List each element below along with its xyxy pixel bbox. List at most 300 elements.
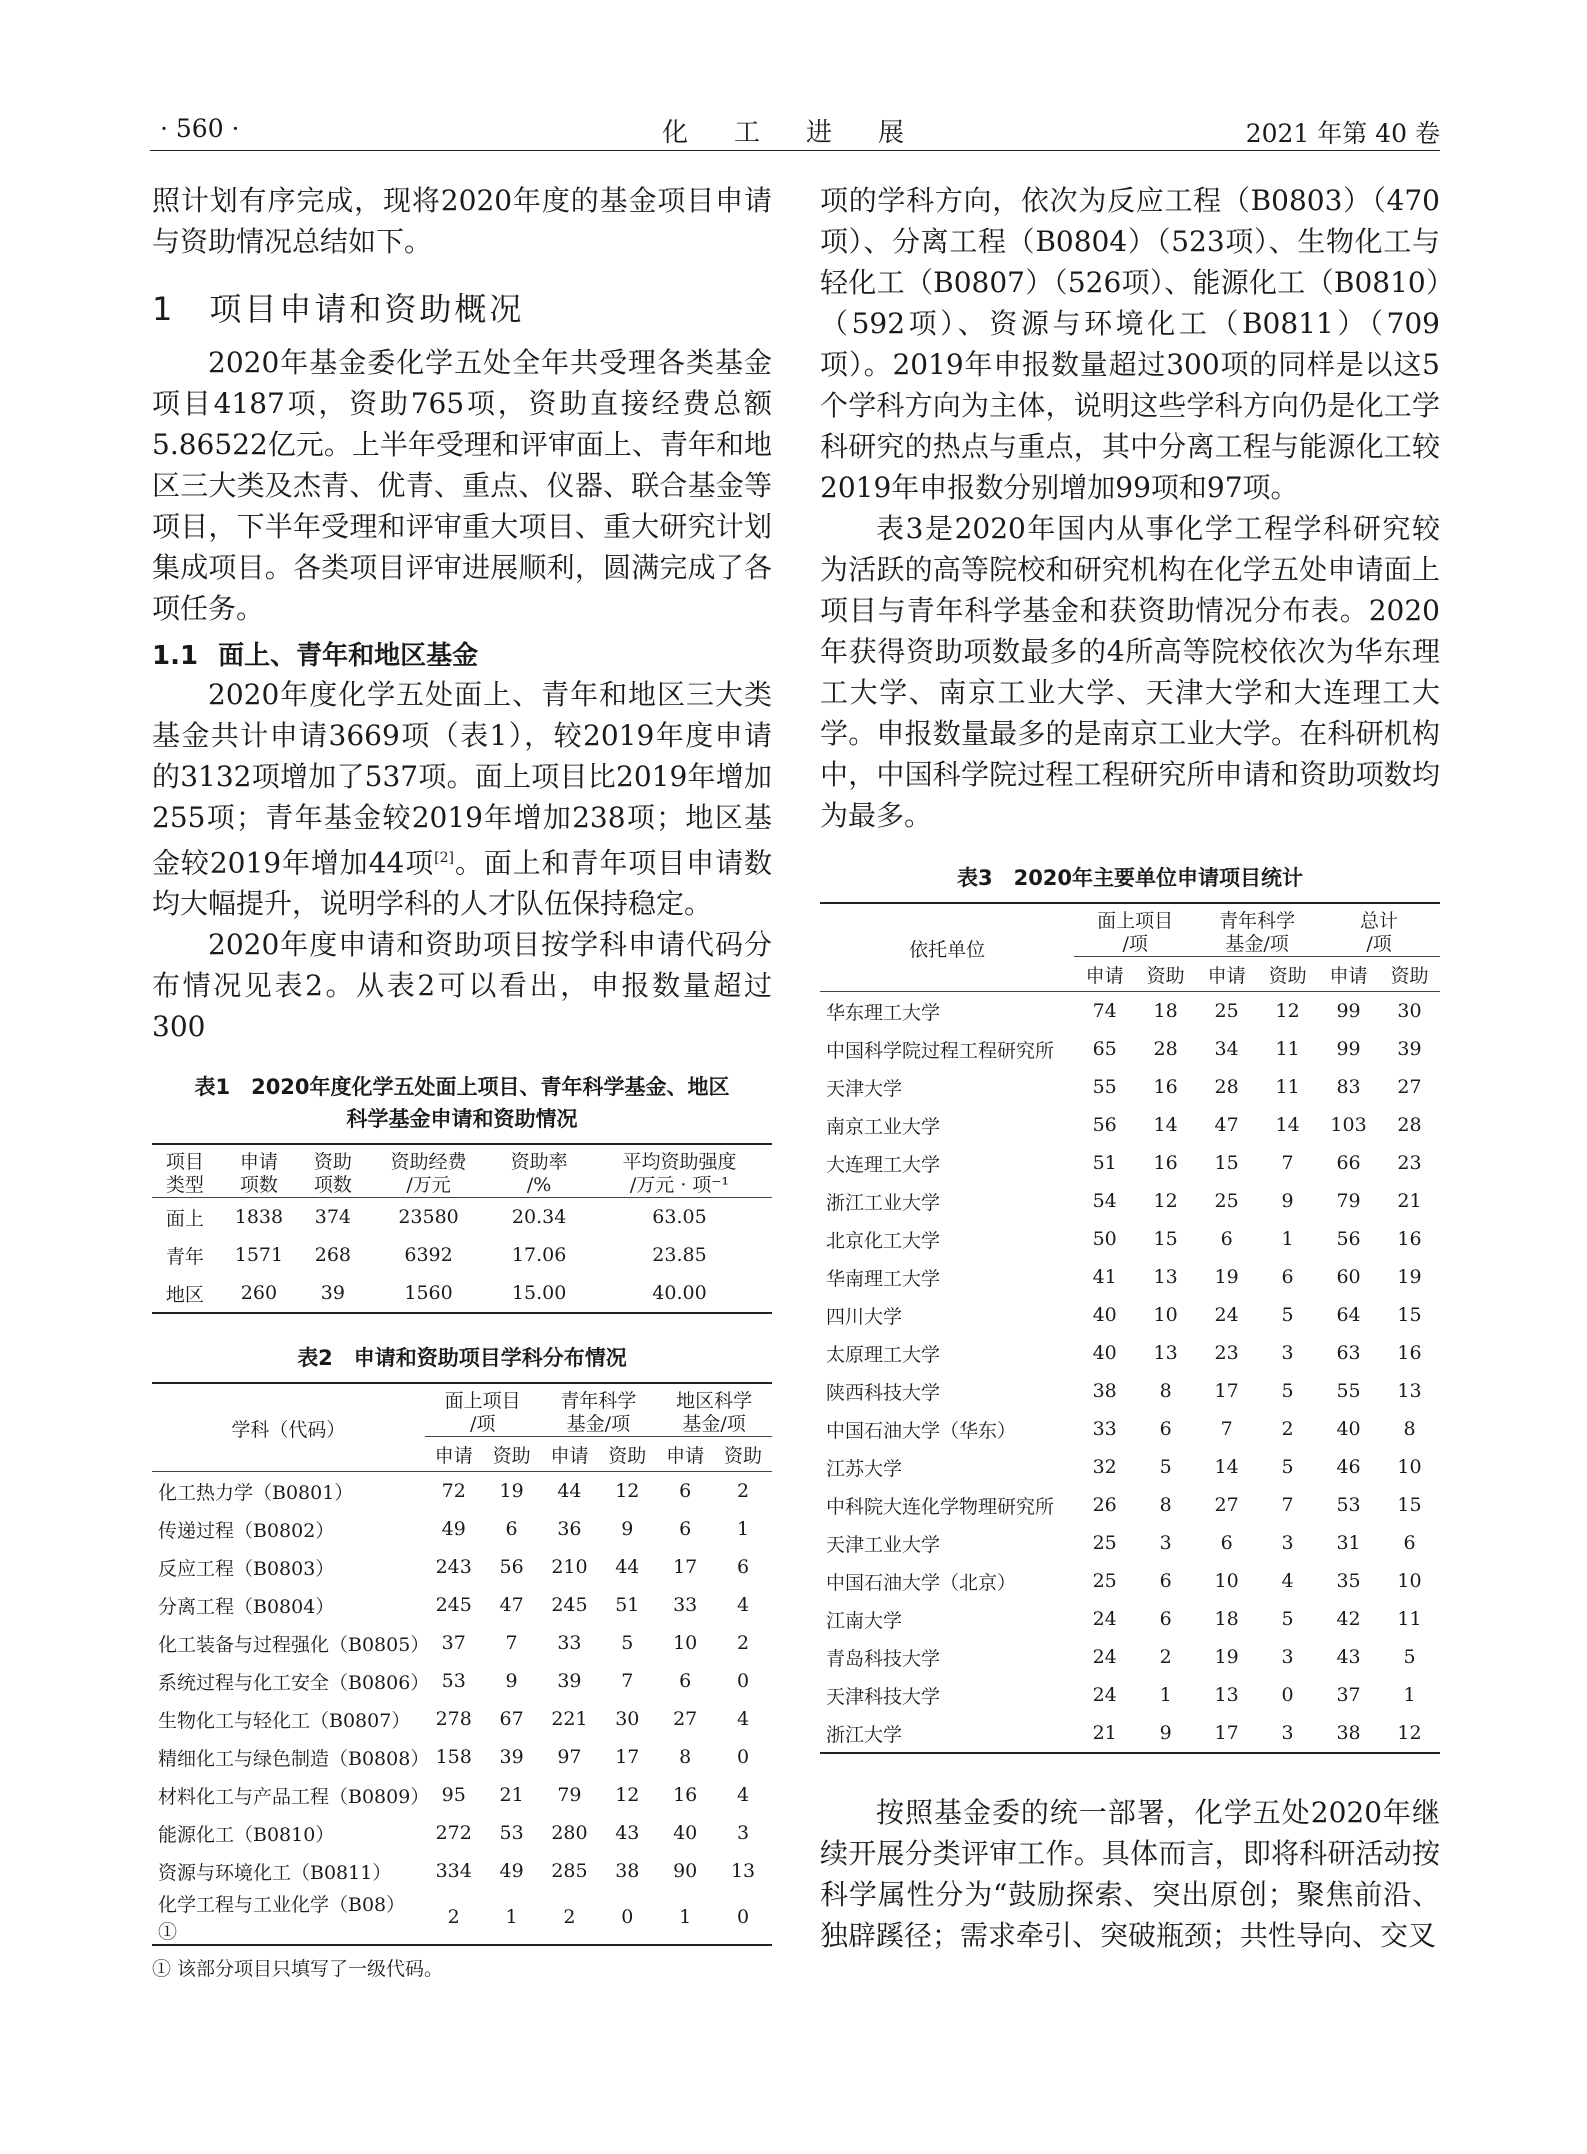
table-cell: 72 — [441, 1480, 466, 1503]
table-cell: 16 — [1153, 1076, 1178, 1098]
table-cell: 6 — [1403, 1532, 1416, 1554]
table-cell: 10 — [1397, 1456, 1422, 1478]
table-cell: 2 — [1281, 1418, 1294, 1440]
table-cell: 1 — [737, 1518, 750, 1541]
table-row — [152, 1890, 772, 1945]
table-cell: 3 — [1281, 1532, 1294, 1554]
table-cell: 374 — [314, 1206, 352, 1229]
table-cell: 245 — [435, 1594, 472, 1617]
table-cell: 19 — [1214, 1646, 1239, 1668]
table-cell: 40 — [1092, 1342, 1117, 1364]
journal-title: 化工进展 — [661, 118, 951, 148]
table-cell: 6 — [1220, 1532, 1233, 1554]
table-cell: 46 — [1336, 1456, 1361, 1478]
header-rule — [150, 150, 1440, 151]
table-cell: 55 — [1336, 1380, 1361, 1402]
table-cell: 40.00 — [652, 1282, 707, 1305]
table-cell: 12 — [1153, 1190, 1178, 1212]
table-row — [820, 1296, 1440, 1334]
table-cell: 36 — [557, 1518, 582, 1541]
table-row — [152, 1814, 772, 1852]
table-cell: 13 — [1397, 1380, 1422, 1402]
table-cell: 6 — [1159, 1418, 1172, 1440]
table-cell: 分离工程（B0804） — [158, 1595, 335, 1618]
table2-sub-header: 申请 — [550, 1444, 589, 1467]
table-cell: 23580 — [398, 1206, 459, 1229]
table-cell: 9 — [1281, 1190, 1294, 1212]
table-cell: 青年 — [165, 1245, 204, 1268]
table-cell: 4 — [1281, 1570, 1294, 1592]
table-cell: 14 — [1275, 1114, 1300, 1136]
table-cell: 2 — [563, 1906, 576, 1929]
table-cell: 35 — [1336, 1570, 1361, 1592]
table-cell: 40 — [673, 1822, 698, 1845]
table-cell: 43 — [1336, 1646, 1361, 1668]
table3-first-column-header: 依托单位 — [820, 903, 1074, 992]
left-column — [152, 180, 772, 1981]
table-cell: 37 — [1336, 1684, 1361, 1706]
table-cell: 39 — [557, 1670, 582, 1693]
table-cell: 能源化工（B0810） — [158, 1823, 335, 1846]
volume-info: 2021 年第 40 卷 — [1245, 119, 1440, 148]
table-cell: 27 — [1214, 1494, 1239, 1516]
section-number: 1 — [152, 290, 176, 328]
table-cell: 浙江大学 — [826, 1723, 903, 1746]
table-cell: 化工装备与过程强化（B0805） — [158, 1633, 430, 1656]
table-row — [820, 1372, 1440, 1410]
table-cell: 25 — [1214, 1000, 1239, 1022]
table-cell: 13 — [1153, 1266, 1178, 1288]
table-row — [820, 992, 1440, 1031]
table-cell: 30 — [1397, 1000, 1422, 1022]
table-cell: 0 — [1281, 1684, 1294, 1706]
table-cell: 1 — [1281, 1228, 1294, 1250]
table-cell: 精细化工与绿色制造（B0808） — [158, 1747, 430, 1770]
paragraph: 项的学科方向，依次为反应工程（B0803）（470项）、分离工程（B0804）（523项）、生物化工与轻化工（B0807）（526项）、能源化工（B0810）（592项）、资源与环境化工（B0811）（709项）。2019年申报数量超过300项的同样是以这5个学科方向为主体，说明这些学科方向仍是化工学科研究的热点与重点，其中分离工程与能源化工较2019年申报数分别增加99项和97项。 — [820, 184, 1440, 504]
table-cell: 11 — [1275, 1076, 1300, 1098]
table-cell: 56 — [1336, 1228, 1361, 1250]
table-cell: 资源与环境化工（B0811） — [158, 1861, 392, 1884]
table-cell: 37 — [441, 1632, 466, 1655]
table-cell: 0 — [737, 1670, 750, 1693]
table-cell: 6392 — [404, 1244, 453, 1267]
table3 — [820, 902, 1440, 1754]
table-row — [820, 1600, 1440, 1638]
table3-sub-header: 资助 — [1146, 964, 1185, 987]
table-cell: 272 — [435, 1822, 472, 1845]
table-cell: 17.06 — [511, 1244, 567, 1267]
table3-sub-header: 资助 — [1268, 964, 1307, 987]
table-cell: 18 — [1214, 1608, 1239, 1630]
table-cell: 7 — [505, 1632, 518, 1655]
table-cell: 21 — [1397, 1190, 1422, 1212]
citation-ref: [2] — [434, 850, 454, 866]
table-cell: 北京化工大学 — [826, 1229, 941, 1252]
table-cell: 5 — [1281, 1304, 1294, 1326]
table-row — [152, 1852, 772, 1890]
table-cell: 280 — [551, 1822, 588, 1845]
table3-body — [820, 992, 1440, 1754]
table-cell: 39 — [320, 1282, 345, 1305]
table-cell: 47 — [1214, 1114, 1239, 1136]
table-cell: 15.00 — [511, 1282, 567, 1305]
table-cell: 江苏大学 — [826, 1457, 903, 1480]
table-row — [820, 1486, 1440, 1524]
table-cell: 系统过程与化工安全（B0806） — [158, 1671, 430, 1694]
table-cell: 38 — [1336, 1722, 1361, 1744]
table-cell: 5 — [1159, 1456, 1172, 1478]
table-cell: 54 — [1092, 1190, 1117, 1212]
table-row — [820, 1676, 1440, 1714]
table-cell: 56 — [1092, 1114, 1117, 1136]
table-cell: 陕西科技大学 — [826, 1381, 941, 1404]
table-cell: 6 — [1281, 1266, 1294, 1288]
table-cell: 6 — [505, 1518, 518, 1541]
table-row — [820, 1258, 1440, 1296]
table-cell: 30 — [615, 1708, 640, 1731]
table-cell: 28 — [1214, 1076, 1239, 1098]
table-cell: 79 — [1336, 1190, 1361, 1212]
table-cell: 10 — [1153, 1304, 1178, 1326]
table-cell: 3 — [1281, 1722, 1294, 1744]
table-cell: 60 — [1336, 1266, 1361, 1288]
table-cell: 1 — [505, 1906, 518, 1929]
table-cell: 79 — [557, 1784, 582, 1807]
table-row — [820, 1334, 1440, 1372]
table-row — [152, 1472, 772, 1511]
section-title: 项目申请和资助概况 — [209, 290, 525, 328]
table-cell: 青岛科技大学 — [826, 1647, 941, 1670]
table-cell: 3 — [1281, 1342, 1294, 1364]
table-cell: 14 — [1153, 1114, 1178, 1136]
table3-sub-header: 资助 — [1390, 964, 1429, 987]
table-cell: 11 — [1275, 1038, 1300, 1060]
table-cell: 25 — [1092, 1570, 1117, 1592]
table-row — [152, 1586, 772, 1624]
table1-column-header: 资助 项数 — [313, 1151, 352, 1197]
table-cell: 2 — [737, 1632, 750, 1655]
table3-caption: 表3 2020年主要单位申请项目统计 — [956, 866, 1304, 890]
table-cell: 99 — [1336, 1000, 1361, 1022]
table-cell: 268 — [314, 1244, 352, 1267]
table-row — [820, 1144, 1440, 1182]
table-cell: 27 — [1397, 1076, 1422, 1098]
table-row — [820, 1448, 1440, 1486]
table-row — [152, 1662, 772, 1700]
table-cell: 1 — [679, 1906, 692, 1929]
table-cell: 10 — [673, 1632, 698, 1655]
table-cell: 24 — [1214, 1304, 1239, 1326]
table-cell: 天津科技大学 — [826, 1685, 941, 1708]
table-cell: 25 — [1214, 1190, 1239, 1212]
page-number: · 560 · — [160, 114, 240, 143]
table-cell: 6 — [1159, 1570, 1172, 1592]
table2-sub-header: 申请 — [434, 1444, 473, 1467]
table-cell: 12 — [1397, 1722, 1422, 1744]
table-cell: 华南理工大学 — [826, 1267, 941, 1290]
table-cell: 地区 — [165, 1283, 204, 1306]
table-cell: 47 — [499, 1594, 524, 1617]
table-cell: 2 — [737, 1480, 750, 1503]
table-cell: 16 — [1153, 1152, 1178, 1174]
table-cell: 33 — [1092, 1418, 1117, 1440]
table-row — [152, 1274, 772, 1313]
table2-header — [152, 1383, 772, 1472]
table-cell: 南京工业大学 — [826, 1115, 941, 1138]
table-cell: 18 — [1153, 1000, 1178, 1022]
table-cell: 67 — [499, 1708, 524, 1731]
table-cell: 19 — [1397, 1266, 1422, 1288]
table-cell: 32 — [1092, 1456, 1117, 1478]
table-cell: 6 — [679, 1518, 692, 1541]
table-cell: 95 — [441, 1784, 466, 1807]
table-row — [820, 1182, 1440, 1220]
table-cell: 31 — [1336, 1532, 1361, 1554]
table-cell: 11 — [1397, 1608, 1422, 1630]
table-cell: 12 — [1275, 1000, 1300, 1022]
table-cell: 6 — [1159, 1608, 1172, 1630]
table-cell: 1838 — [234, 1206, 284, 1229]
table-cell: 40 — [1336, 1418, 1361, 1440]
table-cell: 中科院大连化学物理研究所 — [826, 1495, 1055, 1518]
table-row — [152, 1198, 772, 1237]
table1-caption-line1: 表1 2020年度化学五处面上项目、青年科学基金、地区 — [194, 1075, 730, 1100]
paragraph-text: 2020年度化学五处面上、青年和地区三大类基金共计申请3669项（表1），较2019年度申请的3132项增加了537项。面上项目比2019年增加255项；青年基金较2019年增加238项；地区基金较2019年增加44项 — [152, 678, 772, 880]
table-cell: 5 — [621, 1632, 634, 1655]
table-cell: 210 — [551, 1556, 588, 1579]
table-cell: 17 — [673, 1556, 698, 1579]
subsection-heading — [152, 635, 772, 672]
table3-group-header: 面上项目 /项 — [1074, 903, 1196, 957]
table-row — [820, 1106, 1440, 1144]
table2 — [152, 1382, 772, 1946]
table2-group-header: 面上项目 /项 — [425, 1383, 541, 1437]
table-cell: 15 — [1397, 1494, 1422, 1516]
table-cell: 17 — [615, 1746, 640, 1769]
table-cell: 6 — [679, 1670, 692, 1693]
table-row — [152, 1624, 772, 1662]
table-row — [152, 1700, 772, 1738]
table-cell: 13 — [1214, 1684, 1239, 1706]
table2-group-header: 青年科学 基金/项 — [541, 1383, 657, 1437]
table-cell: 太原理工大学 — [826, 1343, 941, 1366]
table-cell: 41 — [1092, 1266, 1117, 1288]
table2-body — [152, 1472, 772, 1946]
table-cell: 33 — [673, 1594, 698, 1617]
table1-column-header: 申请 项数 — [239, 1151, 278, 1197]
table-cell: 83 — [1336, 1076, 1361, 1098]
table3-sub-header: 申请 — [1207, 964, 1246, 987]
table-cell: 化工热力学（B0801） — [158, 1481, 354, 1504]
table2-group-header: 地区科学 基金/项 — [656, 1383, 772, 1437]
table-cell: 10 — [1397, 1570, 1422, 1592]
table3-group-header: 总计 /项 — [1318, 903, 1440, 957]
table-cell: 3 — [1159, 1532, 1172, 1554]
table-cell: 天津大学 — [826, 1077, 903, 1100]
table-cell: 7 — [1220, 1418, 1233, 1440]
table-cell: 1571 — [234, 1244, 284, 1267]
table-cell: 6 — [1220, 1228, 1233, 1250]
table-cell: 中国科学院过程工程研究所 — [826, 1039, 1055, 1062]
table-cell: 12 — [615, 1480, 640, 1503]
table-cell: 44 — [615, 1556, 640, 1579]
table-cell: 8 — [1159, 1380, 1172, 1402]
table-cell: 260 — [240, 1282, 278, 1305]
table2-footnote: ① 该部分项目只填写了一级代码。 — [152, 1958, 444, 1981]
table-cell: 23 — [1214, 1342, 1239, 1364]
table-cell: 1 — [1159, 1684, 1172, 1706]
table3-header — [820, 903, 1440, 992]
table-row — [820, 1410, 1440, 1448]
table2-sub-header: 申请 — [666, 1444, 705, 1467]
table-cell: 334 — [435, 1860, 472, 1883]
table-cell: 53 — [499, 1822, 524, 1845]
table-cell: 8 — [679, 1746, 692, 1769]
table-cell: 7 — [1281, 1494, 1294, 1516]
table-cell: 9 — [505, 1670, 518, 1693]
table-cell: 12 — [615, 1784, 640, 1807]
table-cell: 5 — [1281, 1608, 1294, 1630]
table-cell: 浙江工业大学 — [826, 1191, 941, 1214]
table2-first-column-header: 学科（代码） — [152, 1383, 425, 1472]
table-cell: 4 — [737, 1594, 750, 1617]
table-cell: 243 — [435, 1556, 472, 1579]
table-row — [152, 1776, 772, 1814]
table-cell: 39 — [1397, 1038, 1422, 1060]
table-cell: 24 — [1092, 1646, 1117, 1668]
table-cell: 42 — [1336, 1608, 1361, 1630]
table-cell: 278 — [435, 1708, 472, 1731]
table-cell: 5 — [1403, 1646, 1416, 1668]
table-cell: 51 — [615, 1594, 640, 1617]
running-header — [150, 108, 1440, 148]
table-cell: 4 — [737, 1784, 750, 1807]
paragraph: 2020年基金委化学五处全年共受理各类基金项目4187项，资助765项，资助直接经费总额5.86522亿元。上半年受理和评审面上、青年和地区三大类及杰青、优青、重点、仪器、联合基金等项目，下半年受理和评审重大项目、重大研究计划集成项目。各类项目评审进展顺利，圆满完成了各项任务。 — [152, 346, 772, 625]
table1-column-header: 资助经费 /万元 — [390, 1151, 467, 1197]
table-cell: 49 — [441, 1518, 466, 1541]
table-cell: 38 — [1092, 1380, 1117, 1402]
table-cell: 17 — [1214, 1722, 1239, 1744]
table-row — [152, 1510, 772, 1548]
table-cell: 23 — [1397, 1152, 1422, 1174]
table-cell: 51 — [1092, 1152, 1117, 1174]
table-cell: 39 — [499, 1746, 524, 1769]
paragraph: 表3是2020年国内从事化学工程学科研究较为活跃的高等院校和研究机构在化学五处申请面上项目与青年科学基金和获资助情况分布表。2020年获得资助项数最多的4所高等院校依次为华东理工大学、南京工业大学、天津大学和大连理工大学。申报数量最多的是南京工业大学。在科研机构中，中国科学院过程工程研究所申请和资助项数均为最多。 — [820, 512, 1440, 832]
table-cell: 材料化工与产品工程（B0809） — [158, 1785, 430, 1808]
table3-header-row — [820, 903, 1440, 957]
table-cell: 25 — [1092, 1532, 1117, 1554]
table2-caption: 表2 申请和资助项目学科分布情况 — [297, 1346, 627, 1371]
table-cell: 99 — [1336, 1038, 1361, 1060]
table2-sub-header: 资助 — [608, 1444, 647, 1467]
table2-header-row — [152, 1383, 772, 1437]
table-cell: 24 — [1092, 1608, 1117, 1630]
table-cell: 21 — [1092, 1722, 1117, 1744]
table-cell: 16 — [1397, 1228, 1422, 1250]
table-cell: 5 — [1281, 1456, 1294, 1478]
table-cell: 65 — [1092, 1038, 1117, 1060]
table-cell: 26 — [1092, 1494, 1117, 1516]
table-cell: 2 — [447, 1906, 460, 1929]
table2-sub-header: 资助 — [492, 1444, 531, 1467]
table-cell: 20.34 — [511, 1206, 567, 1229]
table-cell: 21 — [499, 1784, 524, 1807]
paragraph-text: 。面上和青年项目申请数均大幅提升，说明学科的人才队伍保持稳定。 — [152, 846, 772, 921]
table-cell: 28 — [1153, 1038, 1178, 1060]
table-cell: 面上 — [165, 1207, 204, 1230]
table-row — [820, 1562, 1440, 1600]
table-row — [820, 1030, 1440, 1068]
table-cell: 1560 — [404, 1282, 453, 1305]
table-cell: 中国石油大学（北京） — [826, 1571, 1017, 1594]
table-cell: 49 — [499, 1860, 524, 1883]
table-cell: 38 — [615, 1860, 640, 1883]
table-row — [152, 1548, 772, 1586]
table-cell: 8 — [1159, 1494, 1172, 1516]
table-cell: 43 — [615, 1822, 640, 1845]
table-cell: 17 — [1214, 1380, 1239, 1402]
table-cell: 19 — [1214, 1266, 1239, 1288]
table-cell: 56 — [499, 1556, 524, 1579]
section-heading — [152, 284, 772, 330]
table-cell: 生物化工与轻化工（B0807） — [158, 1709, 411, 1732]
paragraph: 按照基金委的统一部署，化学五处2020年继续开展分类评审工作。具体而言，即将科研活动按科学属性分为“鼓励探索、突出原创；聚焦前沿、独辟蹊径；需求牵引、突破瓶颈；共性导向、交叉 — [820, 1796, 1440, 1952]
table-row — [820, 1220, 1440, 1258]
table-cell: 245 — [551, 1594, 588, 1617]
table-cell: 10 — [1214, 1570, 1239, 1592]
table-cell: 14 — [1214, 1456, 1239, 1478]
table-cell: 0 — [737, 1746, 750, 1769]
table-cell: 中国石油大学（华东） — [826, 1419, 1017, 1442]
subsection-number: 1.1 — [152, 641, 199, 671]
table-cell: 9 — [1159, 1722, 1172, 1744]
table-cell: 0 — [737, 1906, 750, 1929]
table-cell: 4 — [737, 1708, 750, 1731]
subsection-title: 面上、青年和地区基金 — [218, 641, 479, 671]
table-row — [820, 1638, 1440, 1676]
table-cell: 66 — [1336, 1152, 1361, 1174]
table-cell: 53 — [1336, 1494, 1361, 1516]
table-cell: 2 — [1159, 1646, 1172, 1668]
table-cell: 90 — [673, 1860, 698, 1883]
table-cell: 反应工程（B0803） — [158, 1557, 335, 1580]
table-row — [820, 1068, 1440, 1106]
table-cell: 9 — [621, 1518, 634, 1541]
table1 — [152, 1143, 772, 1314]
table-row — [820, 1524, 1440, 1562]
table-cell: 6 — [737, 1556, 750, 1579]
table-cell: 97 — [557, 1746, 582, 1769]
table-cell: 13 — [1153, 1342, 1178, 1364]
table-cell: 化学工程与工业化学（B08）① — [158, 1894, 406, 1944]
table-cell: 23.85 — [652, 1244, 707, 1267]
table-cell: 8 — [1403, 1418, 1416, 1440]
table-cell: 63.05 — [652, 1206, 707, 1229]
table-cell: 63 — [1336, 1342, 1361, 1364]
table-row — [152, 1738, 772, 1776]
table-cell: 33 — [557, 1632, 582, 1655]
table-cell: 55 — [1092, 1076, 1117, 1098]
paragraph: 2020年度申请和资助项目按学科申请代码分布情况见表2。从表2可以看出，申报数量超过300 — [152, 928, 772, 1044]
table-cell: 3 — [737, 1822, 750, 1845]
table-cell: 3 — [1281, 1646, 1294, 1668]
table-cell: 40 — [1092, 1304, 1117, 1326]
table-row — [152, 1236, 772, 1274]
table-row — [820, 1714, 1440, 1753]
paragraph: 照计划有序完成，现将2020年度的基金项目申请与资助情况总结如下。 — [152, 184, 772, 258]
table1-column-header: 项目 类型 — [165, 1151, 204, 1197]
table-cell: 64 — [1336, 1304, 1361, 1326]
